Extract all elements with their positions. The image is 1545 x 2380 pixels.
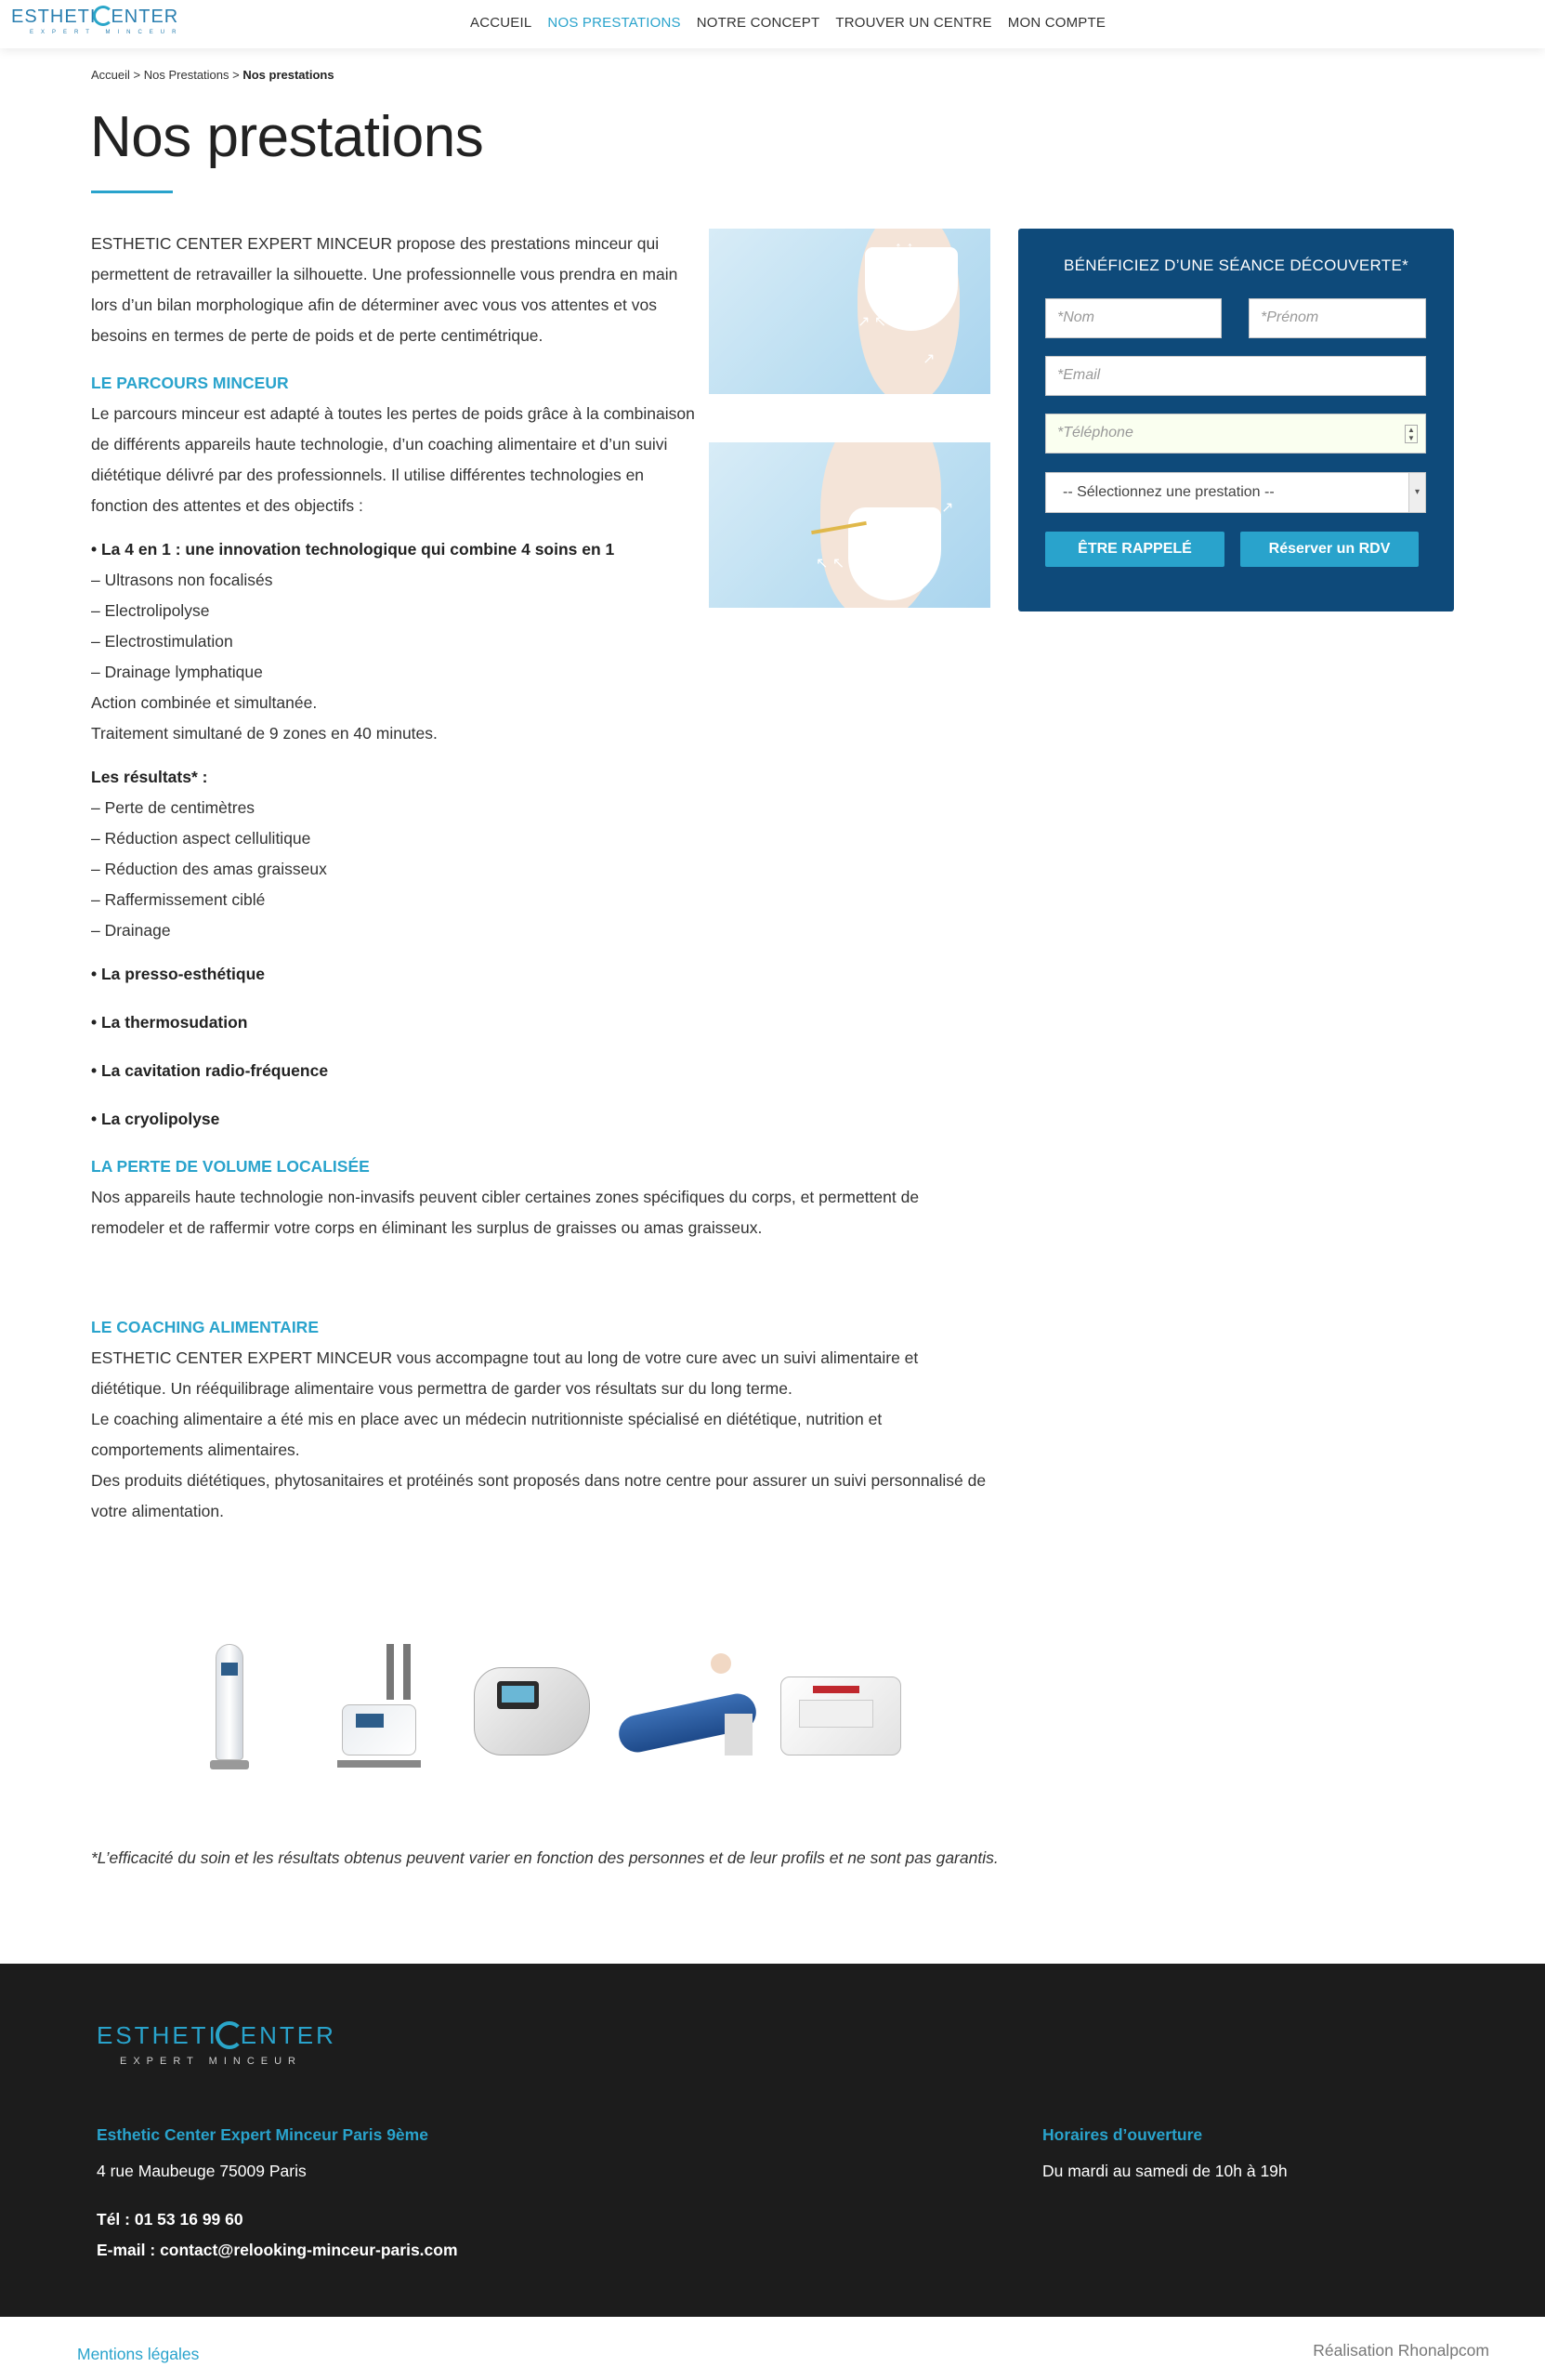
bullet-cavitation: • La cavitation radio-fréquence <box>91 1061 329 1080</box>
logo-text-b: ENTER <box>111 7 179 27</box>
etre-rappele-button[interactable]: ÊTRE RAPPELÉ <box>1045 532 1224 567</box>
footer-hours-heading: Horaires d’ouverture <box>1042 2125 1203 2144</box>
nav-trouver-un-centre[interactable]: TROUVER UN CENTRE <box>835 15 992 31</box>
logo-text-a: ESTHETI <box>97 2021 218 2049</box>
intro-paragraph: ESTHETIC CENTER EXPERT MINCEUR propose des prestations minceur qui permettent de retravailler la silhouette. Une professionnelle vous prendra en main lors d’un bilan morphologique afin de déterminer avec vous vos attentes et vos besoins en termes de perte de poids et de perte centimétrique. <box>91 234 678 345</box>
prestation-select[interactable] <box>1045 472 1426 513</box>
coaching-paragraph-1: ESTHETIC CENTER EXPERT MINCEUR vous accompagne tout au long de votre cure avec un suivi alimentaire et diététique. Un rééquilibrage alimentaire vous permettra de garder vos résultats sur du long terme. <box>91 1348 919 1398</box>
breadcrumb <box>91 68 334 82</box>
select-value: -- Sélectionnez une prestation -- <box>1063 484 1275 500</box>
device-image-3 <box>474 1658 595 1765</box>
logo-text-b: ENTER <box>240 2021 336 2049</box>
site-logo[interactable] <box>11 6 188 41</box>
page-title: Nos prestations <box>90 105 484 169</box>
breadcrumb-sep: > <box>229 68 243 82</box>
device-gallery <box>195 1639 910 1779</box>
nav-accueil[interactable]: ACCUEIL <box>470 15 532 31</box>
telephone-placeholder: *Téléphone <box>1057 425 1133 440</box>
device-image-4 <box>618 1649 757 1769</box>
list-item: – Drainage lymphatique <box>91 663 263 681</box>
bullet-presso: • La presso-esthétique <box>91 965 266 983</box>
nav-nos-prestations[interactable]: NOS PRESTATIONS <box>547 15 681 31</box>
bullet-4en1: • La 4 en 1 : une innovation technologique qui combine 4 soins en 1 <box>91 540 615 559</box>
logo-c-icon <box>216 2021 243 2049</box>
logo-text-a: ESTHETI <box>11 7 97 27</box>
chevron-down-icon: ▾ <box>1408 473 1425 512</box>
reserver-rdv-button[interactable]: Réserver un RDV <box>1240 532 1419 567</box>
logo-subtitle: EXPERT MINCEUR <box>120 2056 303 2067</box>
breadcrumb-sep: > <box>129 68 144 82</box>
section-heading-volume: LA PERTE DE VOLUME LOCALISÉE <box>91 1157 370 1176</box>
footer-address: 4 rue Maubeuge 75009 Paris <box>97 2162 307 2180</box>
logo-subtitle: EXPERT MINCEUR <box>30 30 184 35</box>
list-item: – Ultrasons non focalisés <box>91 571 273 589</box>
main-content <box>91 229 992 1527</box>
list-item: – Electrostimulation <box>91 632 233 651</box>
body-image-back: ↑ ↑ ↗ ↖ ↗ <box>709 229 990 394</box>
realisation-credit[interactable]: Réalisation Rhonalpcom <box>1313 2341 1489 2360</box>
prenom-field[interactable]: *Prénom <box>1249 298 1426 338</box>
telephone-field[interactable] <box>1045 414 1426 454</box>
breadcrumb-current: Nos prestations <box>242 68 334 82</box>
bottom-bar <box>0 2317 1545 2380</box>
list-item: – Réduction aspect cellulitique <box>91 829 311 848</box>
breadcrumb-home[interactable]: Accueil <box>91 68 130 82</box>
device-image-1 <box>206 1644 253 1774</box>
list-item: – Drainage <box>91 921 171 940</box>
nav-notre-concept[interactable]: NOTRE CONCEPT <box>696 15 820 31</box>
email-field[interactable]: *Email <box>1045 356 1426 396</box>
section-heading-parcours: LE PARCOURS MINCEUR <box>91 374 289 392</box>
spinner-icon[interactable]: ▲ ▼ <box>1405 425 1418 443</box>
site-footer <box>0 1964 1545 2317</box>
main-nav <box>470 15 1106 31</box>
mentions-legales-link[interactable]: Mentions légales <box>77 2345 200 2363</box>
nom-field[interactable]: *Nom <box>1045 298 1222 338</box>
breadcrumb-parent[interactable]: Nos Prestations <box>143 68 229 82</box>
disclaimer: *L’efficacité du soin et les résultats obtenus peuvent varier en fonction des personnes et de leur profils et ne sont pas garantis. <box>91 1848 999 1867</box>
form-title: BÉNÉFICIEZ D’UNE SÉANCE DÉCOUVERTE* <box>1063 256 1409 274</box>
device-image-5 <box>776 1667 906 1769</box>
footer-email[interactable]: E-mail : contact@relooking-minceur-paris.com <box>97 2241 458 2259</box>
list-item: – Perte de centimètres <box>91 798 255 817</box>
section-heading-coaching: LE COACHING ALIMENTAIRE <box>91 1318 319 1336</box>
footer-phone[interactable]: Tél : 01 53 16 99 60 <box>97 2210 243 2229</box>
title-underline <box>91 191 173 193</box>
discovery-form <box>1018 229 1454 611</box>
site-header <box>0 0 1545 48</box>
results-heading: Les résultats* : <box>91 768 208 786</box>
footer-center-name: Esthetic Center Expert Minceur Paris 9ème <box>97 2125 428 2144</box>
footer-hours: Du mardi au samedi de 10h à 19h <box>1042 2162 1288 2180</box>
list-item: – Réduction des amas graisseux <box>91 860 327 878</box>
bullet-cryo: • La cryolipolyse <box>91 1110 220 1128</box>
combined-text: Action combinée et simultanée. <box>91 693 318 712</box>
bullet-thermo: • La thermosudation <box>91 1013 248 1032</box>
list-item: – Raffermissement ciblé <box>91 890 266 909</box>
coaching-paragraph-3: Des produits diététiques, phytosanitaires et protéinés sont proposés dans notre centre pour assurer un suivi personnalisé de votre alimentation. <box>91 1471 987 1520</box>
device-image-2 <box>333 1644 435 1774</box>
coaching-paragraph-2: Le coaching alimentaire a été mis en place avec un médecin nutritionniste spécialisé en diététique, nutrition et comportements alimentaires. <box>91 1410 883 1459</box>
footer-logo[interactable] <box>97 2021 336 2067</box>
volume-paragraph: Nos appareils haute technologie non-invasifs peuvent cibler certaines zones spécifiques du corps, et permettent de remodeler et de raffermir votre corps en éliminant les surplus de graisses ou amas graisseux. <box>91 1188 920 1237</box>
list-item: – Electrolipolyse <box>91 601 210 620</box>
parcours-paragraph: Le parcours minceur est adapté à toutes les pertes de poids grâce à la combinaison de différents appareils haute technologie, d’un coaching alimentaire et d’un suivi diététique délivré par des professionnels. Il utilise différentes technologies en fonction des attentes et des objectifs : <box>91 404 695 515</box>
body-image-side: ↖ ↖ ↗ <box>709 442 990 608</box>
zones-text: Traitement simultané de 9 zones en 40 minutes. <box>91 724 438 743</box>
nav-mon-compte[interactable]: MON COMPTE <box>1007 15 1106 31</box>
